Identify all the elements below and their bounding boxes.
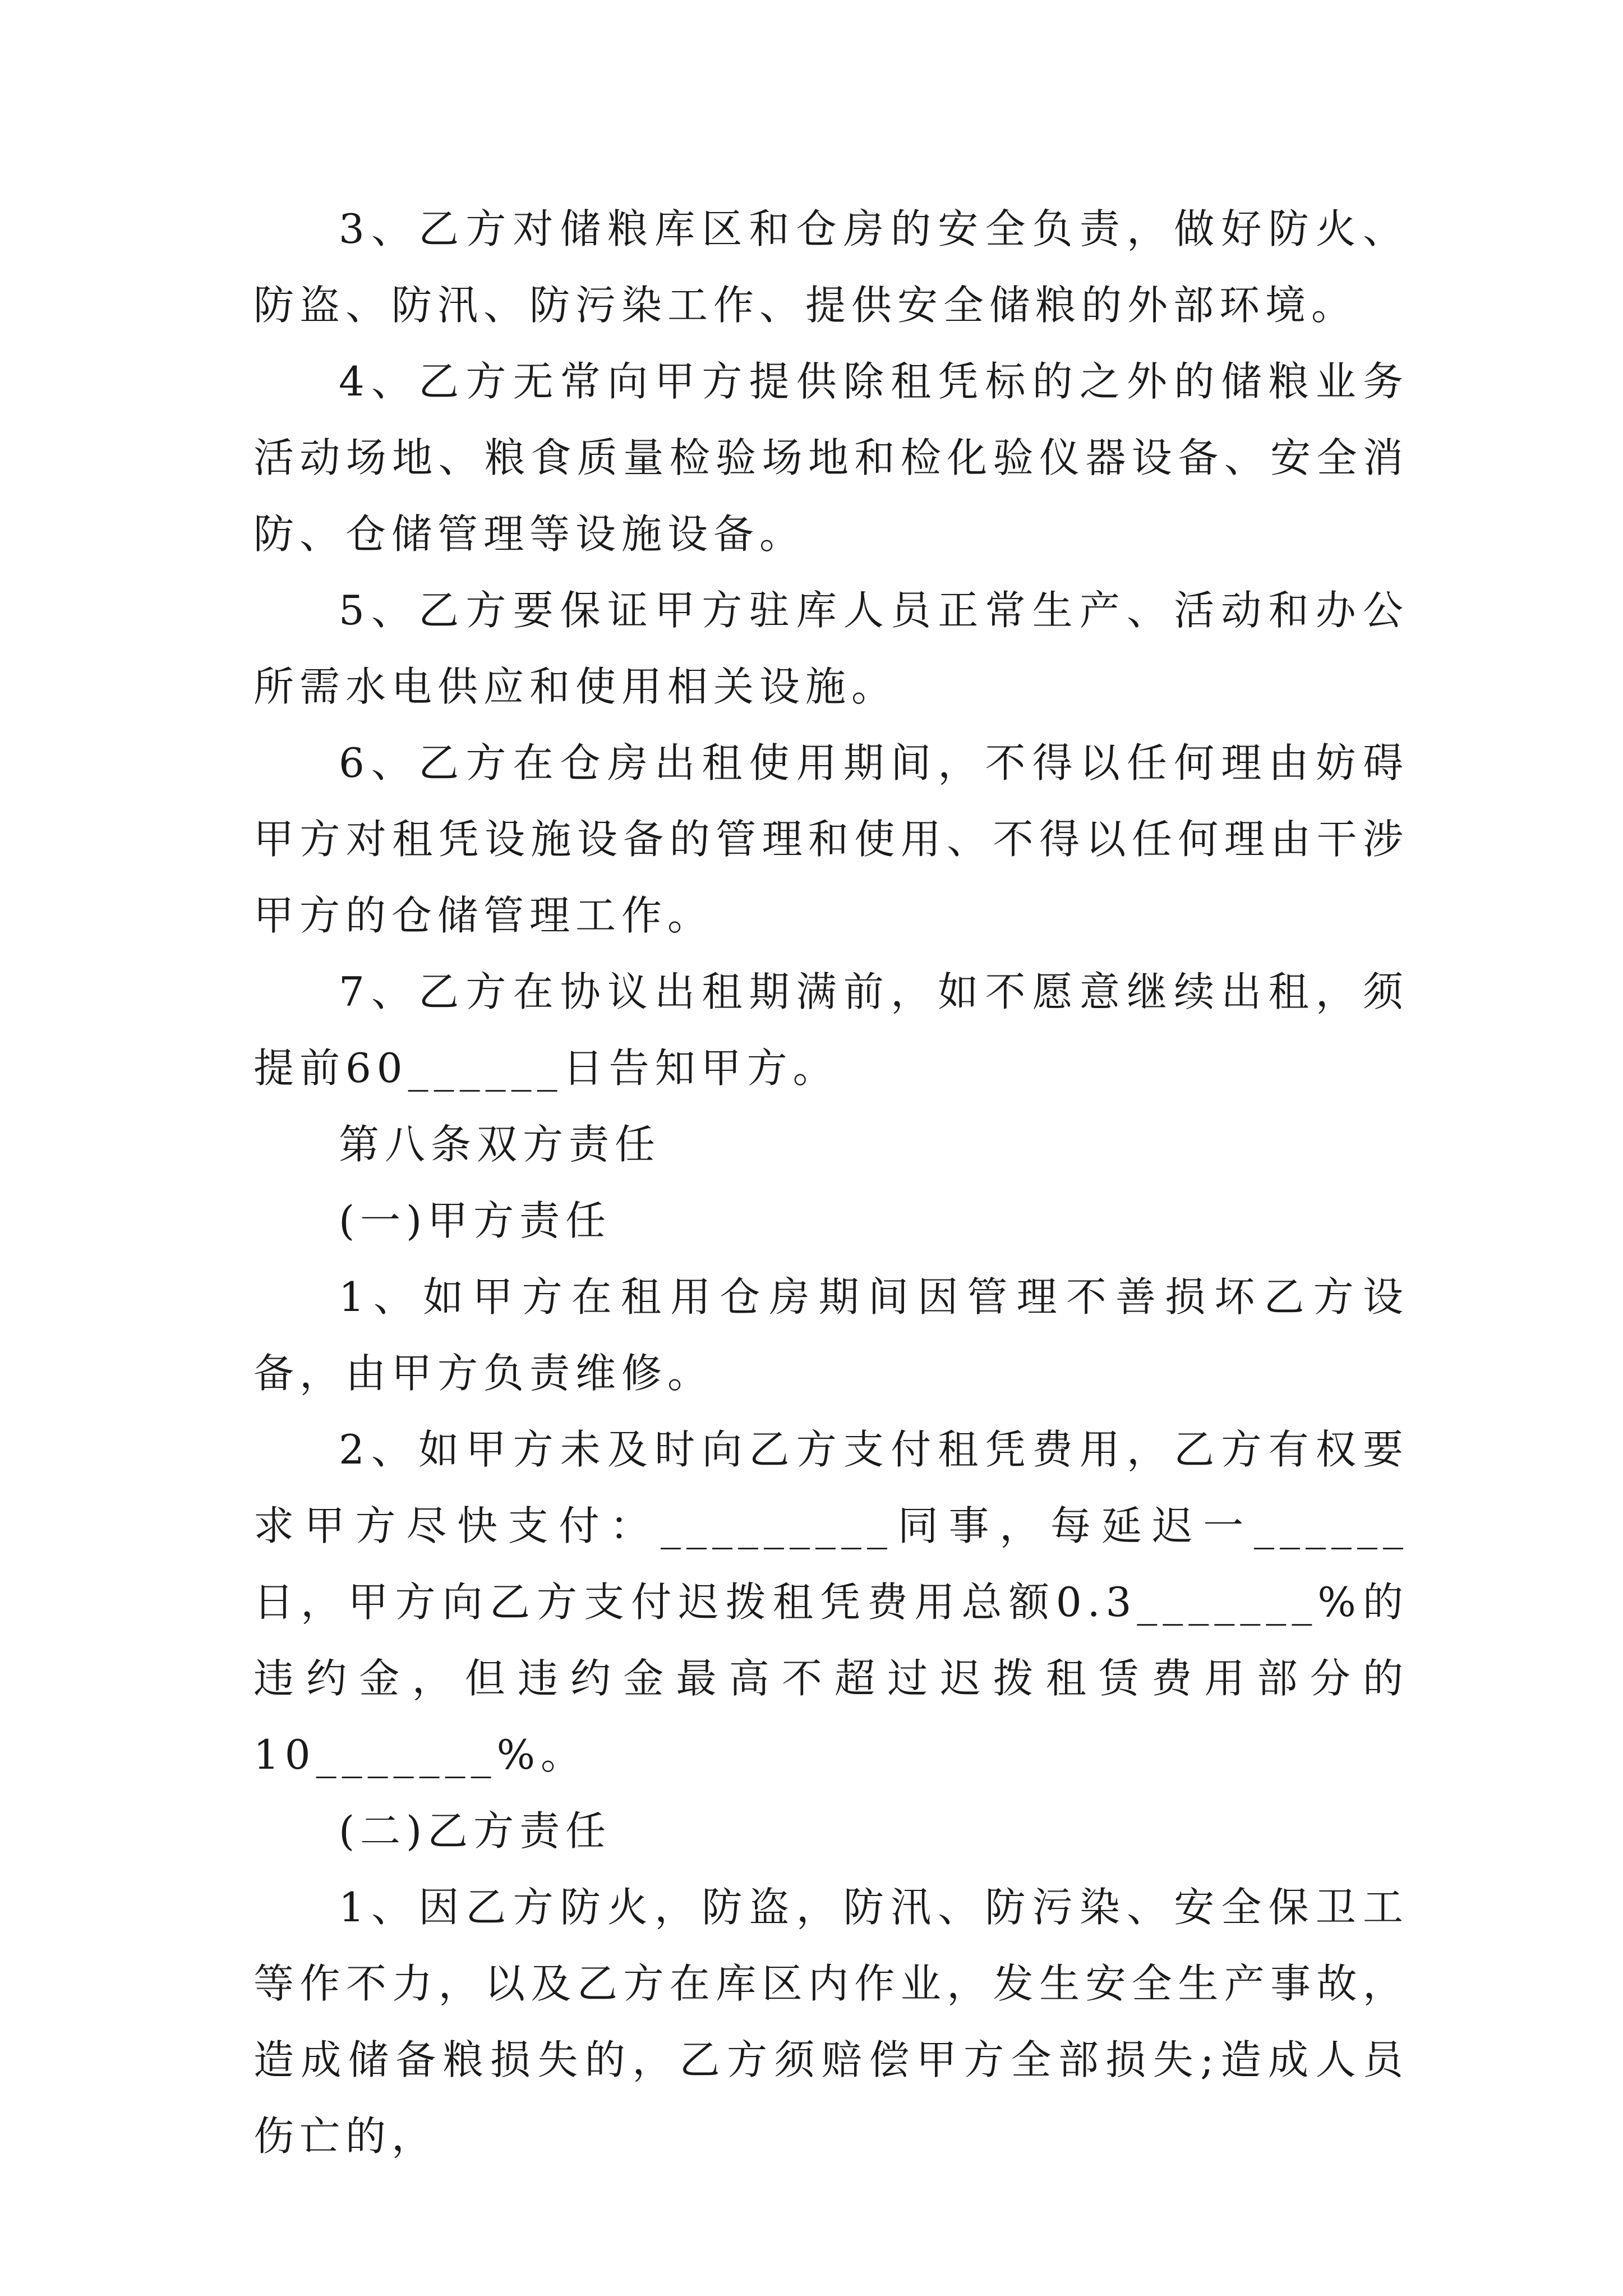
section-a-item-1: 1、如甲方在租用仓房期间因管理不善损坏乙方设备，由甲方负责维修。 [253, 1273, 1409, 1397]
section-b-item-1: 1、因乙方防火，防盗，防汛、防污染、安全保卫工等作不力，以及乙方在库区内作业，发生安全生产事故，造成储备粮损失的，乙方须赔偿甲方全部损失;造成人员伤亡的， [253, 1884, 1409, 2160]
section-a-heading: (一)甲方责任 [339, 1197, 612, 1244]
section-b-heading: (二)乙方责任 [339, 1807, 612, 1855]
paragraph-item-7: 7、乙方在协议出租期满前，如不愿意继续出租，须提前60______日告知甲方。 [253, 968, 1409, 1092]
paragraph-item-4: 4、乙方无常向甲方提供除租凭标的之外的储粮业务活动场地、粮食质量检验场地和检化验仪器设备、安全消防、仓储管理等设施设备。 [253, 358, 1409, 558]
paragraph-item-5: 5、乙方要保证甲方驻库人员正常生产、活动和办公所需水电供应和使用相关设施。 [253, 587, 1409, 710]
paragraph-item-6: 6、乙方在仓房出租使用期间，不得以任何理由妨碍甲方对租凭设施设备的管理和使用、不得以任何理由干涉甲方的仓储管理工作。 [253, 739, 1409, 939]
section-a-item-2: 2、如甲方未及时向乙方支付租凭费用，乙方有权要求甲方尽快支付：_________同事，每延迟一______日，甲方向乙方支付迟拨租凭费用总额0.3_______%的违约金，但违约金最高不超过迟拨租赁费用部分的10_______%。 [253, 1426, 1409, 1778]
paragraph-item-3: 3、乙方对储粮库区和仓房的安全负责，做好防火、防盗、防汛、防污染工作、提供安全储粮的外部环境。 [253, 205, 1409, 329]
document-page [253, 191, 1409, 2174]
article-heading: 第八条双方责任 [339, 1121, 661, 1168]
